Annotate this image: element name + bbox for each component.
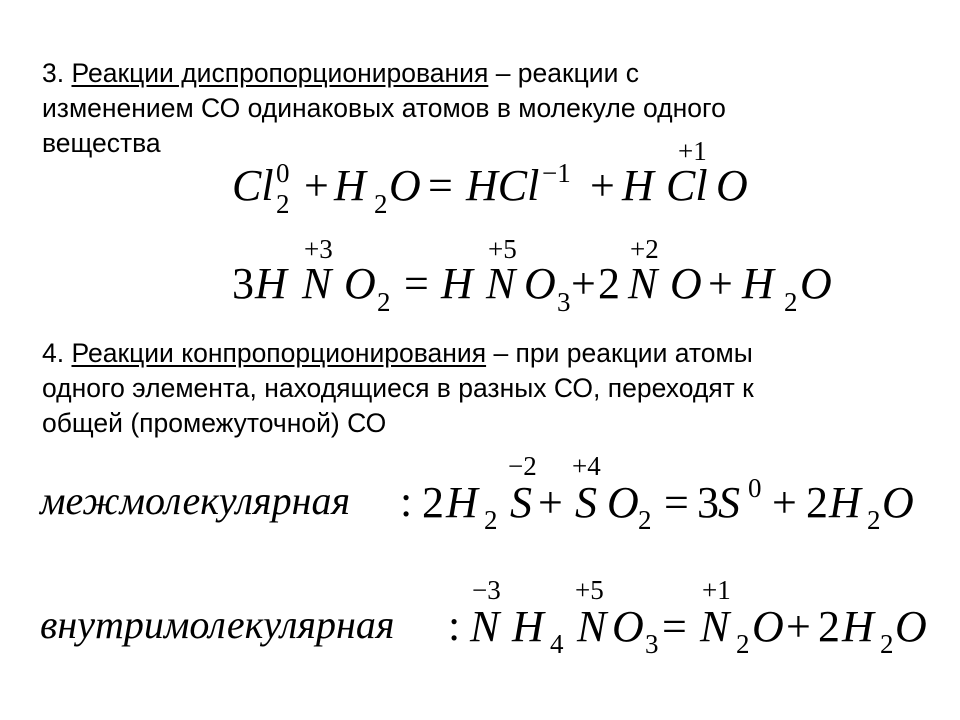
eq3-h1-sub: 2 [484,505,498,535]
eq3-s2-ox: +4 [572,451,601,481]
eq1-hcl: HCl [466,161,540,210]
section-4-title: Реакции конпропорционирования [71,338,487,368]
eq4-plus: + [786,602,811,651]
eq4-n3-sub: 2 [736,629,750,659]
eq2-n3-ox: +2 [630,234,659,264]
eq2-coef: 3 [232,259,254,308]
section-4-line3: общей (промежуточной) СО [42,408,387,438]
eq1-h2: H [622,161,654,210]
eq4-o2: O [752,602,784,651]
eq2-coef2: 2 [598,259,620,308]
section-3-line1: – реакции с [495,58,640,88]
eq1-cl-ox: 0 [276,158,290,188]
eq3-s2: S [575,478,597,527]
eq3-colon: : [400,477,413,526]
eq2-n1: N [302,259,332,308]
eq3-s3: S [718,478,740,527]
eq4-label: внутримолекулярная [40,602,395,647]
eq4-coef: 2 [818,602,840,651]
eq2-h1: H [255,259,287,308]
eq3-s1: S [510,478,532,527]
section-3-line2: изменением СО одинаковых атомов в молекуле одного [42,93,726,123]
eq1-h1: H [334,161,366,210]
eq3-o2: O [882,478,914,527]
eq2-n1-ox: +3 [304,234,333,264]
eq4-h2: H [842,602,874,651]
eq3-equals: = [664,478,689,527]
eq4-n1-ox: −3 [472,575,501,605]
eq3-coef1: 2 [422,478,444,527]
eq1-plus1: + [304,161,329,210]
eq4-h1: H [512,602,544,651]
eq3-o1: O [607,478,639,527]
eq3-plus1: + [538,478,563,527]
eq3-coef3: 2 [806,478,828,527]
eq3-s1-ox: −2 [508,451,537,481]
eq4-n3: N [700,602,730,651]
eq3-h2: H [829,478,861,527]
eq1-plus2: + [590,161,615,210]
eq1-equals: = [428,161,453,210]
eq1-o1: O [389,161,421,210]
eq2-o4: O [800,259,832,308]
eq4-h1-sub: 4 [550,629,564,659]
eq3-plus2: + [772,478,797,527]
eq2-o3: O [670,259,702,308]
section-4-number: 4. [42,338,65,368]
eq2-o2-sub: 3 [557,287,571,317]
eq3-label: межмолекулярная [40,478,351,523]
eq2-h3-sub: 2 [784,287,798,317]
eq2-n2-ox: +5 [488,234,517,264]
section-4-text [42,336,922,441]
eq2-equals: = [404,259,429,308]
eq4-n3-ox: +1 [702,575,731,605]
eq3-h1: H [446,478,478,527]
eq1-cl-ox2: −1 [542,158,571,188]
eq4-colon: : [448,601,461,650]
section-3-line3: вещества [42,128,161,158]
eq1-h1-sub: 2 [374,189,388,219]
eq4-o1: O [612,602,644,651]
eq2-n3: N [628,259,658,308]
eq2-o1-sub: 2 [377,287,391,317]
eq3-o1-sub: 2 [638,505,652,535]
eq3-h2-sub: 2 [867,505,881,535]
eq4-n2-ox: +5 [575,575,604,605]
eq1-o2: O [716,161,748,210]
eq2-h2: H [441,259,473,308]
eq1-cl2: Cl [666,161,708,210]
eq1-cl-sub: 2 [276,189,290,219]
eq2-plus2: + [708,259,733,308]
eq2-h3: H [742,259,774,308]
section-3-text [42,56,922,161]
section-4-line1: – при реакции атомы [493,338,753,368]
eq3-s3-ox: 0 [748,473,762,503]
eq4-o3: O [895,602,927,651]
eq1-cl-ox3: +1 [678,136,707,166]
eq4-n2: N [577,602,607,651]
eq4-n1: N [470,602,500,651]
eq2-n2: N [486,259,516,308]
eq2-o2: O [524,259,556,308]
eq3-coef2: 3 [697,478,719,527]
eq4-h2-sub: 2 [880,629,894,659]
section-3-title: Реакции диспропорционирования [71,58,489,88]
section-4-line2: одного элемента, находящиеся в разных СО, переходят к [42,373,754,403]
eq2-plus1: + [571,259,596,308]
eq1-cl: Cl [232,161,274,210]
eq4-equals: = [662,602,687,651]
section-3-number: 3. [42,58,65,88]
eq2-o1: O [344,259,376,308]
eq4-o1-sub: 3 [645,629,659,659]
